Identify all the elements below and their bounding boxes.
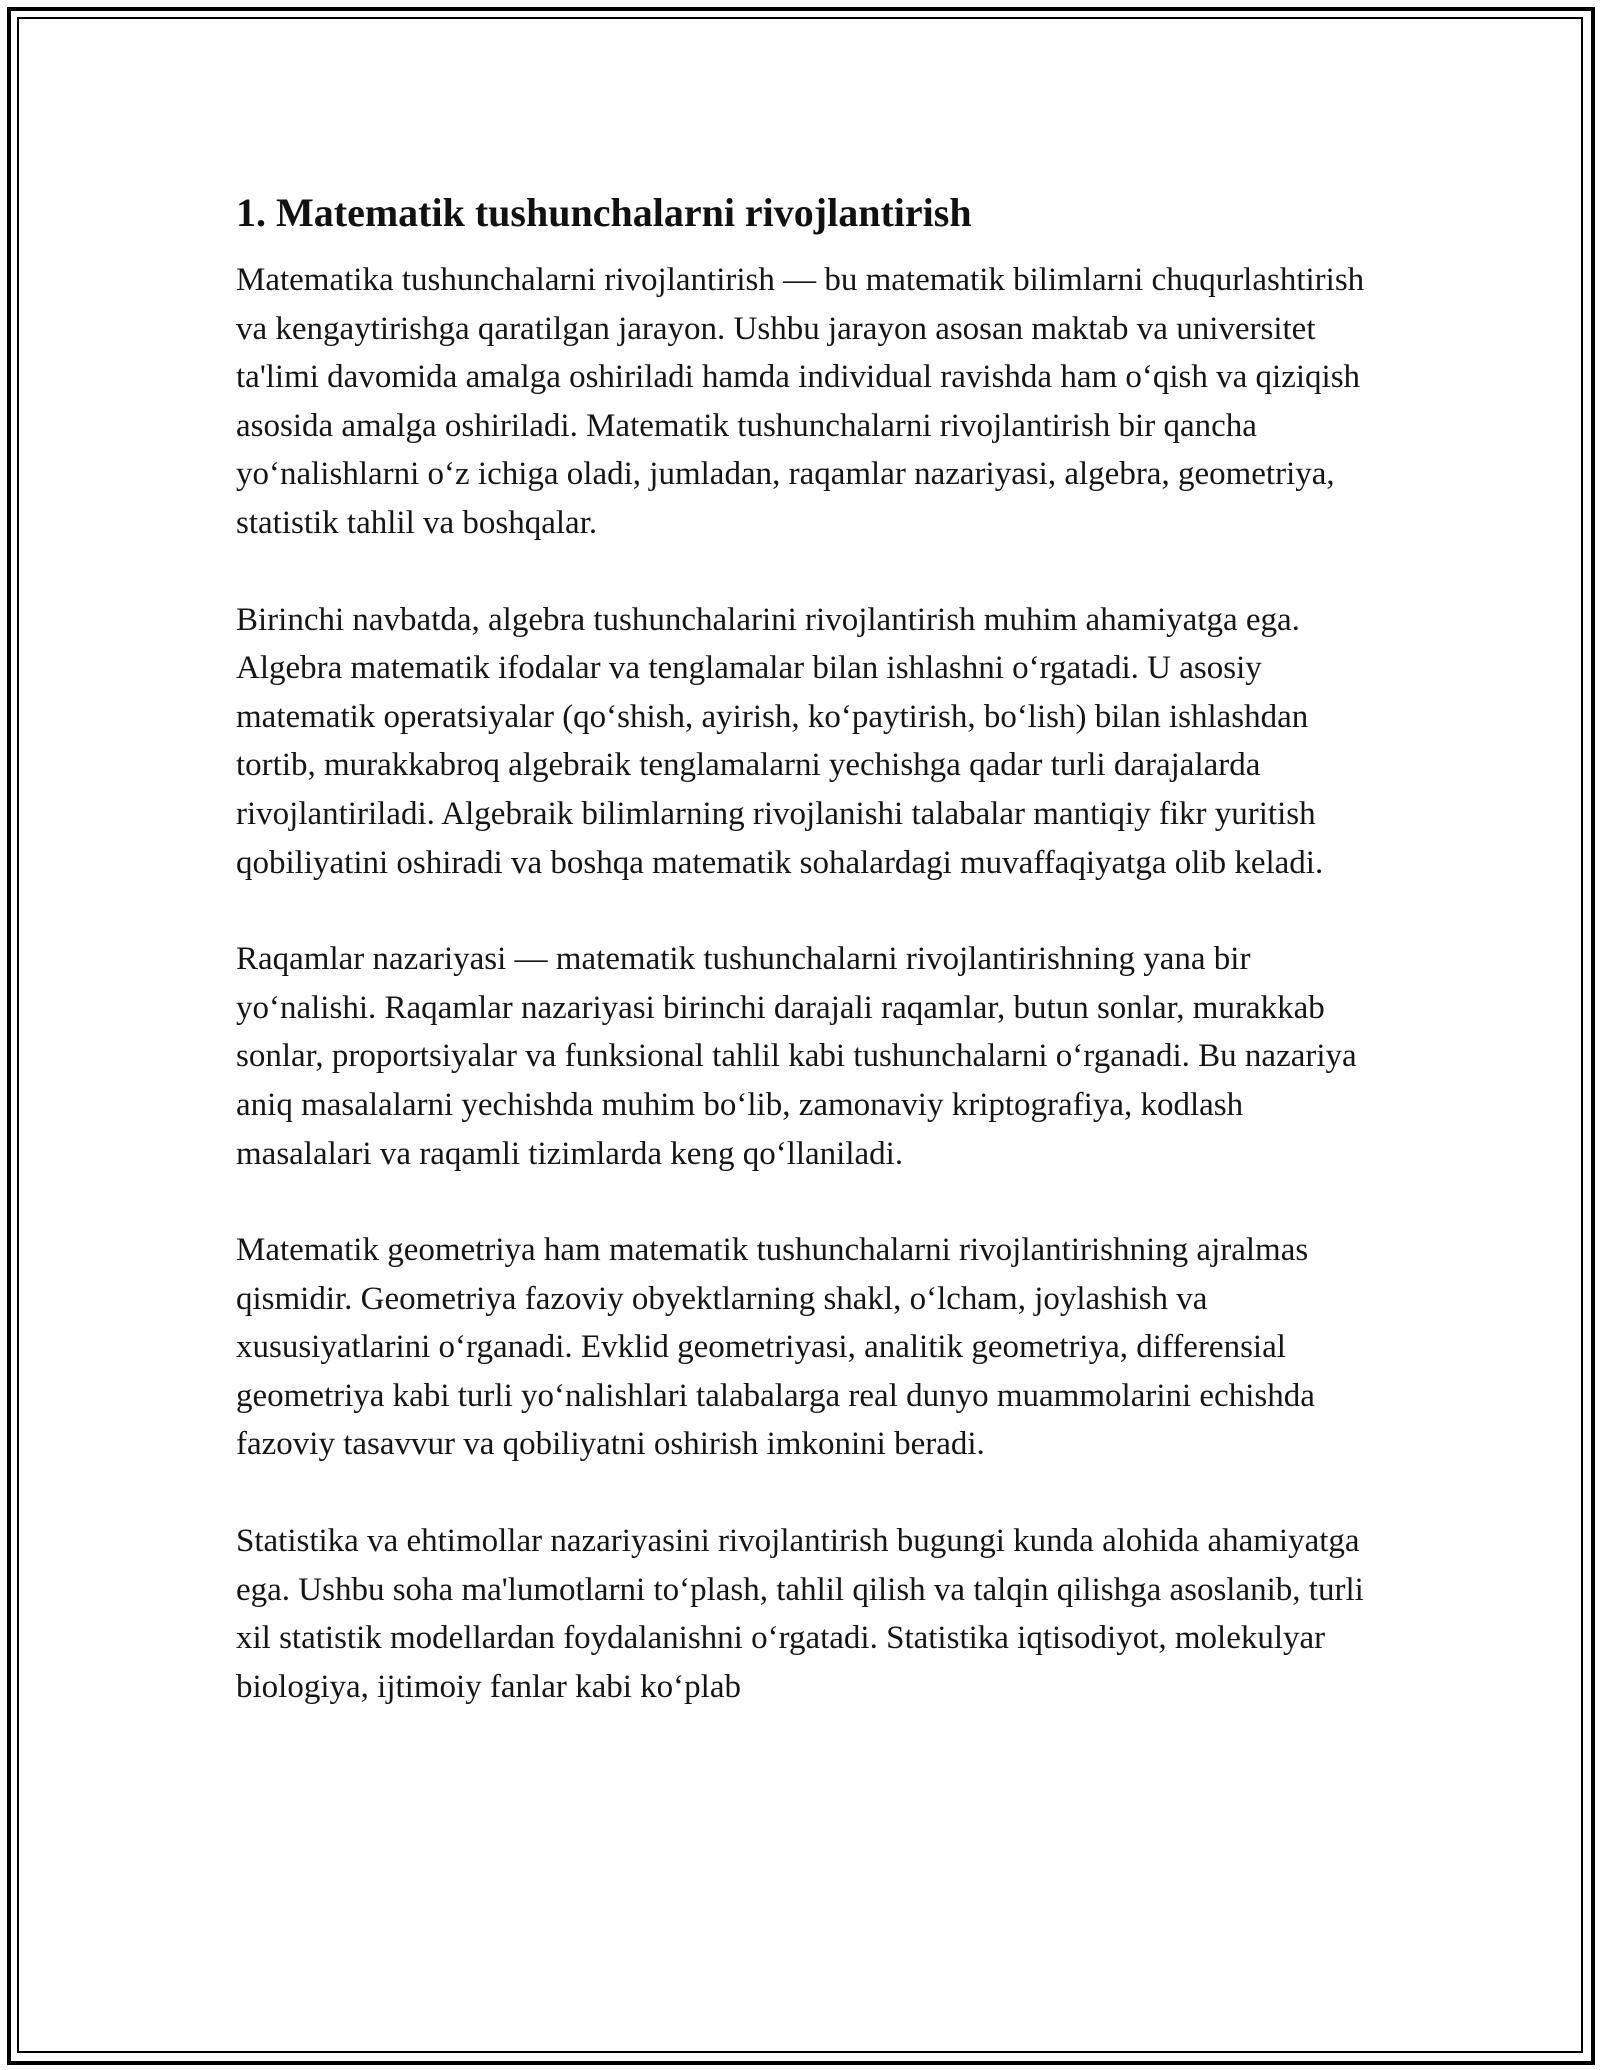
paragraph-intro: Matematika tushunchalarni rivojlantirish — bu matematik bilimlarni chuqurlashtirish va kengaytirishga qaratilgan jarayon. Ushbu jarayon asosan maktab va universitet ta'limi davomida amalga oshiriladi hamda individual ravishda ham o‘qish va qiziqish asosida amalga oshiriladi. Matematik tushunchalarni rivojlantirish bir qancha yo‘nalishlarni o‘z ichiga oladi, jumladan, raqamlar nazariyasi, algebra, geometriya, statistik tahlil va boshqalar. <box>236 262 1365 541</box>
section-heading: 1. Matematik tushunchalarni rivojlantirish <box>236 190 972 235</box>
paragraph-statistics: Statistika va ehtimollar nazariyasini rivojlantirish bugungi kunda alohida ahamiyatga ega. Ushbu soha ma'lumotlarni to‘plash, tahlil qilish va talqin qilishga asoslanib, turli xil statistik modellardan foydalanishni o‘rgatadi. Statistika iqtisodiyot, molekulyar biologiya, ijtimoiy fanlar kabi ko‘plab <box>236 1523 1364 1705</box>
paragraph-geometry: Matematik geometriya ham matematik tushunchalarni rivojlantirishning ajralmas qismidir. Geometriya fazoviy obyektlarning shakl, o‘lcham, joylashish va xususiyatlarini o‘rganadi. Evklid geometriyasi, analitik geometriya, differensial geometriya kabi turli yo‘nalishlari talabalarga real dunyo muammolarini echishda fazoviy tasavvur va qobiliyatni oshirish imkonini beradi. <box>236 1232 1315 1463</box>
paragraph-number-theory: Raqamlar nazariyasi — matematik tushunchalarni rivojlantirishning yana bir yo‘nalishi. Raqamlar nazariyasi birinchi darajali raqamlar, butun sonlar, murakkab sonlar, proportsiyalar va funksional tahlil kabi tushunchalarni o‘rganadi. Bu nazariya aniq masalalarni yechishda muhim bo‘lib, zamonaviy kriptografiya, kodlash masalalari va raqamli tizimlarda keng qo‘llaniladi. <box>236 941 1357 1172</box>
paragraph-algebra: Birinchi navbatda, algebra tushunchalarini rivojlantirish muhim ahamiyatga ega. Algebra matematik ifodalar va tenglamalar bilan ishlashni o‘rgatadi. U asosiy matematik operatsiyalar (qo‘shish, ayirish, ko‘paytirish, bo‘lish) bilan ishlashdan tortib, murakkabroq algebraik tenglamalarni yechishga qadar turli darajalarda rivojlantiriladi. Algebraik bilimlarning rivojlanishi talabalar mantiqiy fikr yuritish qobiliyatini oshiradi va boshqa matematik sohalardagi muvaffaqiyatga olib keladi. <box>236 601 1324 881</box>
document-body <box>236 184 1376 1711</box>
